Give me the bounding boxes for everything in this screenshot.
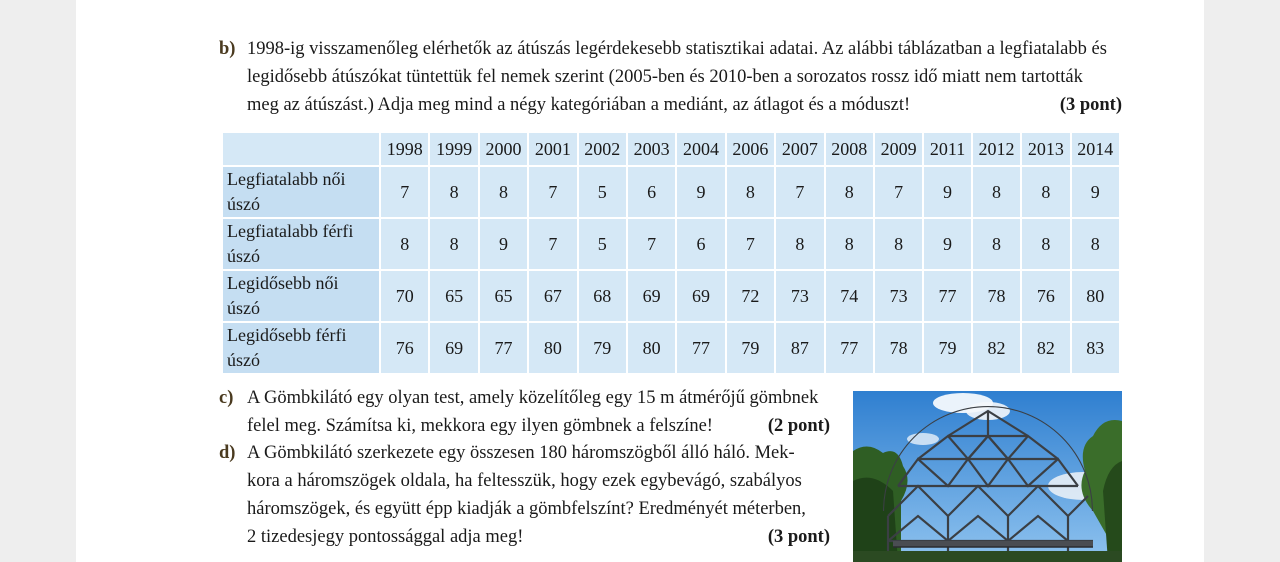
table-cell: 79	[579, 323, 626, 373]
table-row	[223, 167, 1119, 217]
table-cell: 74	[826, 271, 873, 321]
table-cell: 72	[727, 271, 774, 321]
table-cell: 67	[529, 271, 576, 321]
table-cell: 8	[381, 219, 428, 269]
part-d-text	[247, 439, 830, 551]
table-cell: 87	[776, 323, 823, 373]
year-header: 2011	[924, 133, 971, 165]
geodesic-dome-photo	[853, 391, 1122, 562]
table-cell: 7	[529, 219, 576, 269]
table-cell: 82	[973, 323, 1020, 373]
table-cell: 8	[1072, 219, 1119, 269]
table-cell: 68	[579, 271, 626, 321]
table-cell: 73	[875, 271, 922, 321]
part-c-points: (2 pont)	[767, 416, 830, 436]
table-cell: 9	[1072, 167, 1119, 217]
row-label	[223, 219, 379, 269]
year-header: 2008	[826, 133, 873, 165]
part-b-text	[247, 35, 1122, 119]
row-label-line-1: Legfiatalabb női	[227, 169, 346, 189]
part-d-line-4-wrap	[247, 523, 830, 551]
table-cell: 76	[381, 323, 428, 373]
table-header-row	[223, 133, 1119, 165]
walkway	[893, 541, 1093, 547]
ground-foliage	[853, 551, 1122, 562]
year-header: 2012	[973, 133, 1020, 165]
table-cell: 69	[677, 271, 724, 321]
table-row	[223, 323, 1119, 373]
table-cell: 77	[480, 323, 527, 373]
table-cell: 8	[430, 219, 477, 269]
table-cell: 77	[677, 323, 724, 373]
part-b-line-1: 1998-ig visszamenőleg elérhetők az átúszás legérdekesebb statisztikai adatai. Az alábbi táblázatban a legfiatalabb és	[247, 39, 1107, 59]
dome-illustration	[853, 391, 1122, 562]
part-b-letter: b)	[219, 39, 236, 59]
table-cell: 9	[480, 219, 527, 269]
part-b-line-3-wrap	[247, 91, 1122, 119]
table-row	[223, 219, 1119, 269]
year-header: 2007	[776, 133, 823, 165]
table-cell: 78	[875, 323, 922, 373]
table-cell: 83	[1072, 323, 1119, 373]
table-cell: 78	[973, 271, 1020, 321]
year-header: 2013	[1022, 133, 1069, 165]
table-cell: 8	[1022, 167, 1069, 217]
table-cell: 7	[875, 167, 922, 217]
row-label-line-1: Legfiatalabb férfi	[227, 221, 354, 241]
row-label-line-1: Legidősebb női	[227, 273, 339, 293]
table-cell: 8	[727, 167, 774, 217]
row-label-line-1: Legidősebb férfi	[227, 325, 347, 345]
table-cell: 77	[924, 271, 971, 321]
row-label	[223, 323, 379, 373]
year-header: 2000	[480, 133, 527, 165]
table-cell: 9	[924, 167, 971, 217]
table-cell: 65	[480, 271, 527, 321]
part-d-letter: d)	[219, 443, 236, 463]
part-d-line-4: 2 tizedesjegy pontossággal adja meg!	[247, 527, 524, 547]
table-cell: 76	[1022, 271, 1069, 321]
part-c-line-2-wrap	[247, 412, 830, 440]
table-corner-cell	[223, 133, 379, 165]
table-cell: 8	[480, 167, 527, 217]
table-cell: 8	[826, 219, 873, 269]
part-d-line-1: A Gömbkilátó szerkezete egy összesen 180 háromszögből álló háló. Mek-	[247, 443, 795, 463]
table-cell: 70	[381, 271, 428, 321]
year-header: 2001	[529, 133, 576, 165]
year-header: 1999	[430, 133, 477, 165]
part-d-line-3: háromszögek, és együtt épp kiadják a gömbfelszínt? Eredményét méterben,	[247, 499, 806, 519]
table-cell: 80	[529, 323, 576, 373]
table-row	[223, 271, 1119, 321]
table-cell: 73	[776, 271, 823, 321]
part-b-points: (3 pont)	[1059, 95, 1122, 115]
table-cell: 8	[430, 167, 477, 217]
year-header: 2006	[727, 133, 774, 165]
table-cell: 8	[826, 167, 873, 217]
row-label-line-2: úszó	[227, 194, 260, 214]
table-cell: 69	[628, 271, 675, 321]
table-cell: 8	[973, 167, 1020, 217]
table-cell: 8	[1022, 219, 1069, 269]
table-cell: 7	[727, 219, 774, 269]
table-cell: 7	[628, 219, 675, 269]
part-c-text	[247, 384, 830, 440]
table-cell: 7	[381, 167, 428, 217]
year-header: 2002	[579, 133, 626, 165]
part-d-line-2: kora a háromszögek oldala, ha feltesszük, hogy ezek egybevágó, szabályos	[247, 471, 802, 491]
table-cell: 7	[776, 167, 823, 217]
row-label	[223, 271, 379, 321]
year-header: 2009	[875, 133, 922, 165]
table-cell: 6	[677, 219, 724, 269]
table-body	[223, 167, 1119, 373]
part-b-line-2: legidősebb átúszókat tüntettük fel nemek szerint (2005-ben és 2010-ben a sorozatos rossz idő miatt nem tartották	[247, 67, 1083, 87]
table-cell: 79	[727, 323, 774, 373]
part-c-line-2: felel meg. Számítsa ki, mekkora egy ilyen gömbnek a felszíne!	[247, 416, 713, 436]
table-cell: 8	[973, 219, 1020, 269]
year-header: 2004	[677, 133, 724, 165]
part-c-letter: c)	[219, 388, 234, 408]
table-cell: 8	[776, 219, 823, 269]
part-d-points: (3 pont)	[767, 527, 830, 547]
year-header: 1998	[381, 133, 428, 165]
table-cell: 5	[579, 167, 626, 217]
row-label-line-2: úszó	[227, 298, 260, 318]
year-header: 2014	[1072, 133, 1119, 165]
table-cell: 80	[628, 323, 675, 373]
year-header: 2003	[628, 133, 675, 165]
table-cell: 69	[430, 323, 477, 373]
table-cell: 6	[628, 167, 675, 217]
table-cell: 77	[826, 323, 873, 373]
table-cell: 9	[677, 167, 724, 217]
table-cell: 5	[579, 219, 626, 269]
swimmer-age-table	[221, 131, 1121, 375]
table-cell: 79	[924, 323, 971, 373]
table-cell: 8	[875, 219, 922, 269]
table-cell: 80	[1072, 271, 1119, 321]
table-cell: 82	[1022, 323, 1069, 373]
table-cell: 7	[529, 167, 576, 217]
part-c-line-1: A Gömbkilátó egy olyan test, amely közelítőleg egy 15 m átmérőjű gömbnek	[247, 388, 819, 408]
table-cell: 65	[430, 271, 477, 321]
table-cell: 9	[924, 219, 971, 269]
part-b-line-3: meg az átúszást.) Adja meg mind a négy kategóriában a mediánt, az átlagot és a móduszt!	[247, 95, 911, 115]
row-label-line-2: úszó	[227, 350, 260, 370]
row-label-line-2: úszó	[227, 246, 260, 266]
row-label	[223, 167, 379, 217]
